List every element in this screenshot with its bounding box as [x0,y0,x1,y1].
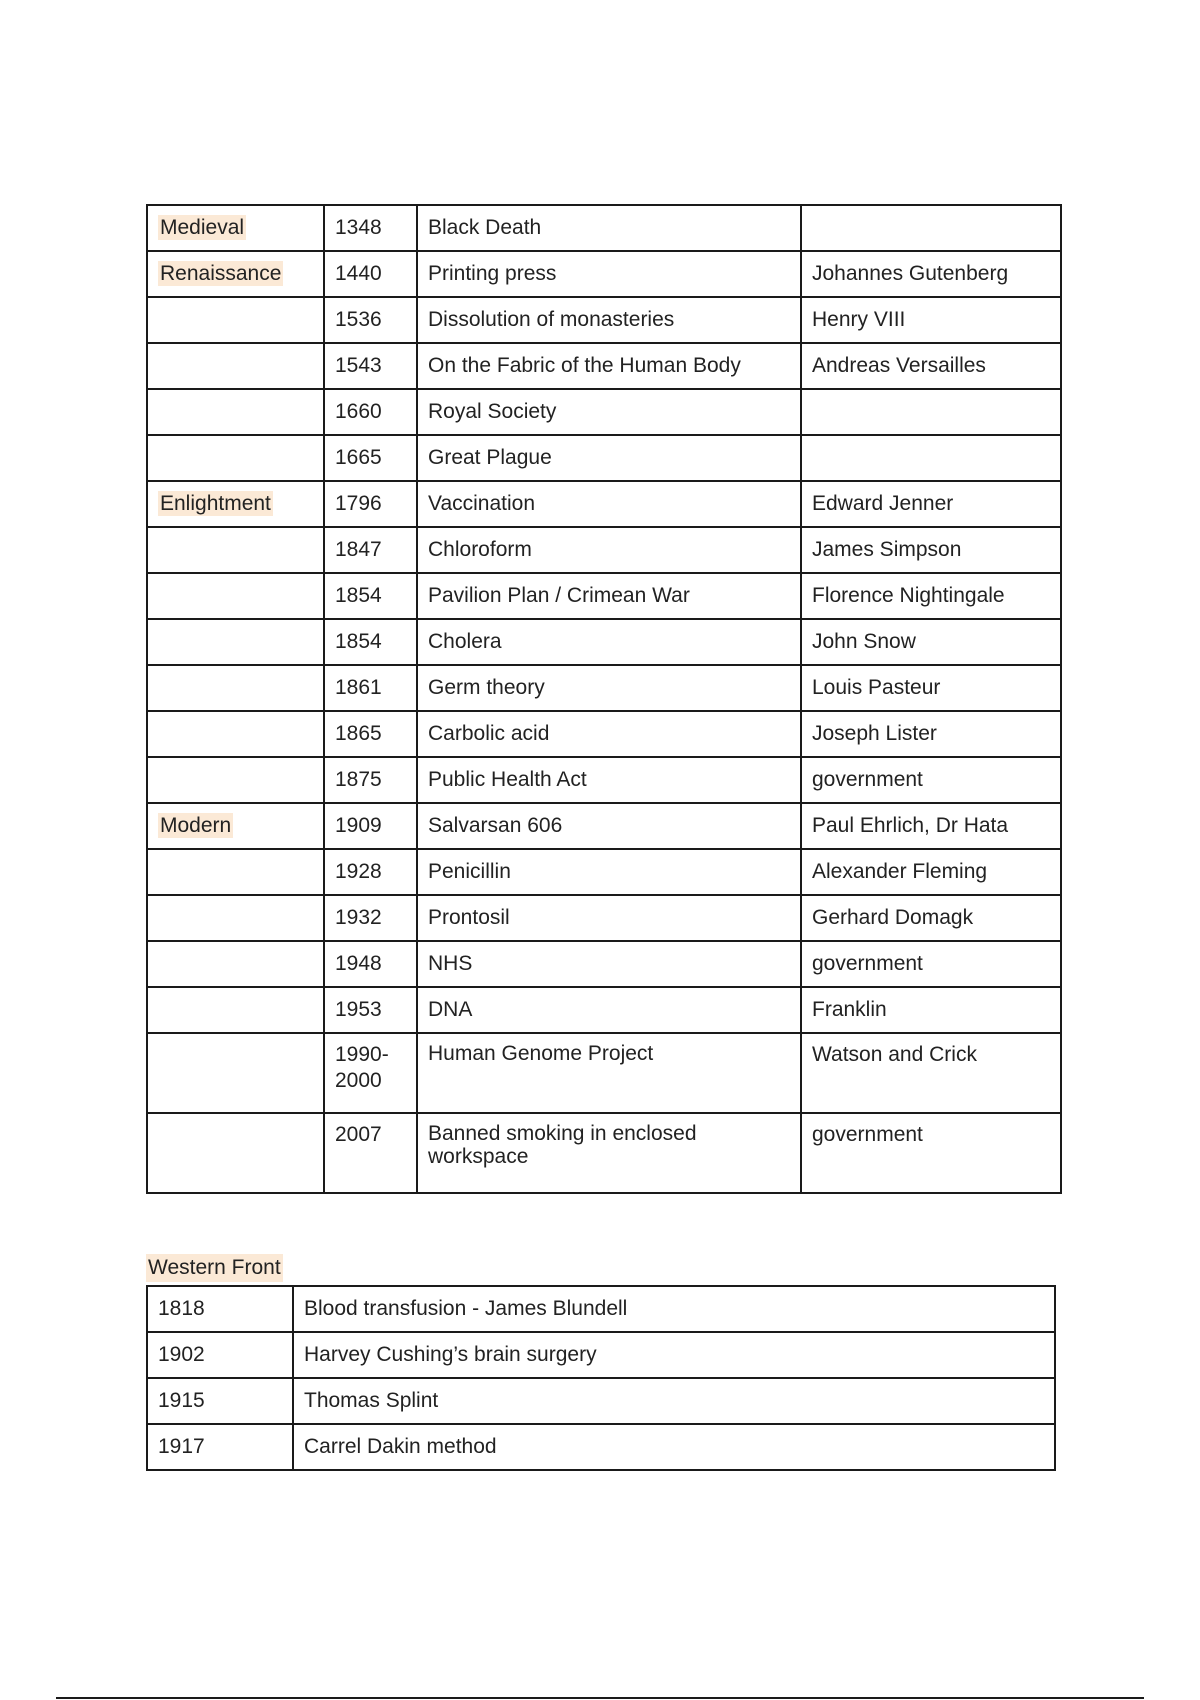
year-cell: 1928 [324,849,417,895]
event-cell: Carbolic acid [417,711,801,757]
person-cell: John Snow [801,619,1061,665]
period-cell [147,343,324,389]
table-row [147,711,1061,757]
event-cell: Great Plague [417,435,801,481]
year-cell: 1990-2000 [324,1033,417,1113]
western-front-table [146,1285,1056,1471]
person-cell: James Simpson [801,527,1061,573]
period-label: Enlightment [160,492,271,515]
person-cell: Johannes Gutenberg [801,251,1061,297]
table-row [147,941,1061,987]
year-cell: 1854 [324,573,417,619]
event-cell: Black Death [417,205,801,251]
medicine-timeline-table [146,204,1062,1194]
year-cell: 1796 [324,481,417,527]
table-row [147,343,1061,389]
western-front-heading: Western Front [146,1254,283,1282]
year-cell: 1865 [324,711,417,757]
year-cell: 1348 [324,205,417,251]
person-cell: Watson and Crick [801,1033,1061,1113]
period-cell [147,389,324,435]
event-cell: Prontosil [417,895,801,941]
table-row [147,1286,1055,1332]
period-label: Medieval [160,216,245,239]
period-cell [147,711,324,757]
table-row [147,251,1061,297]
event-cell: Cholera [417,619,801,665]
year-cell: 1854 [324,619,417,665]
period-cell [147,665,324,711]
table-row [147,527,1061,573]
table-row [147,757,1061,803]
table-row [147,297,1061,343]
event-cell: Carrel Dakin method [293,1424,1055,1470]
period-cell [147,1113,324,1193]
person-cell: government [801,1113,1061,1193]
period-cell [147,803,324,849]
person-cell: Edward Jenner [801,481,1061,527]
period-cell [147,849,324,895]
year-cell: 1948 [324,941,417,987]
event-cell: Pavilion Plan / Crimean War [417,573,801,619]
event-cell: On the Fabric of the Human Body [417,343,801,389]
event-cell: Chloroform [417,527,801,573]
year-cell: 2007 [324,1113,417,1193]
year-cell: 1915 [147,1378,293,1424]
person-cell: Joseph Lister [801,711,1061,757]
event-cell: Harvey Cushing’s brain surgery [293,1332,1055,1378]
event-cell: Dissolution of monasteries [417,297,801,343]
person-cell: Henry VIII [801,297,1061,343]
table-row [147,1378,1055,1424]
event-cell: Germ theory [417,665,801,711]
person-cell: Franklin [801,987,1061,1033]
table-row [147,665,1061,711]
event-cell: Salvarsan 606 [417,803,801,849]
period-cell [147,481,324,527]
event-cell: Public Health Act [417,757,801,803]
person-cell: government [801,941,1061,987]
person-cell [801,205,1061,251]
person-cell: government [801,757,1061,803]
table-row [147,573,1061,619]
event-cell: DNA [417,987,801,1033]
event-cell: Human Genome Project [417,1033,801,1113]
person-cell: Paul Ehrlich, Dr Hata [801,803,1061,849]
table-row [147,803,1061,849]
period-cell [147,987,324,1033]
event-cell: Thomas Splint [293,1378,1055,1424]
table-row [147,987,1061,1033]
year-cell: 1818 [147,1286,293,1332]
footer-divider [56,1697,1144,1699]
table-row [147,1424,1055,1470]
year-cell: 1536 [324,297,417,343]
person-cell: Andreas Versailles [801,343,1061,389]
year-cell: 1909 [324,803,417,849]
event-cell: Banned smoking in enclosed workspace [417,1113,801,1193]
year-cell: 1660 [324,389,417,435]
event-cell: NHS [417,941,801,987]
year-cell: 1440 [324,251,417,297]
period-cell [147,435,324,481]
table-row [147,1113,1061,1193]
person-cell [801,435,1061,481]
table-row [147,1033,1061,1113]
table-row [147,205,1061,251]
event-cell: Blood transfusion - James Blundell [293,1286,1055,1332]
period-cell [147,573,324,619]
event-cell: Royal Society [417,389,801,435]
table-row [147,619,1061,665]
person-cell [801,389,1061,435]
event-cell: Printing press [417,251,801,297]
period-cell [147,895,324,941]
person-cell: Gerhard Domagk [801,895,1061,941]
year-cell: 1861 [324,665,417,711]
person-cell: Louis Pasteur [801,665,1061,711]
period-cell [147,251,324,297]
table-row [147,389,1061,435]
period-cell [147,941,324,987]
year-cell: 1902 [147,1332,293,1378]
table-row [147,435,1061,481]
year-cell: 1917 [147,1424,293,1470]
year-cell: 1875 [324,757,417,803]
year-cell: 1543 [324,343,417,389]
period-cell [147,619,324,665]
table-row [147,849,1061,895]
period-cell [147,1033,324,1113]
year-cell: 1847 [324,527,417,573]
period-cell [147,297,324,343]
table-row [147,895,1061,941]
person-cell: Florence Nightingale [801,573,1061,619]
table-row [147,481,1061,527]
period-cell [147,527,324,573]
event-cell: Vaccination [417,481,801,527]
table-row [147,1332,1055,1378]
event-cell: Penicillin [417,849,801,895]
period-cell [147,757,324,803]
year-cell: 1665 [324,435,417,481]
year-cell: 1932 [324,895,417,941]
period-label: Renaissance [160,262,282,285]
year-cell: 1953 [324,987,417,1033]
period-cell [147,205,324,251]
period-label: Modern [160,814,232,837]
person-cell: Alexander Fleming [801,849,1061,895]
